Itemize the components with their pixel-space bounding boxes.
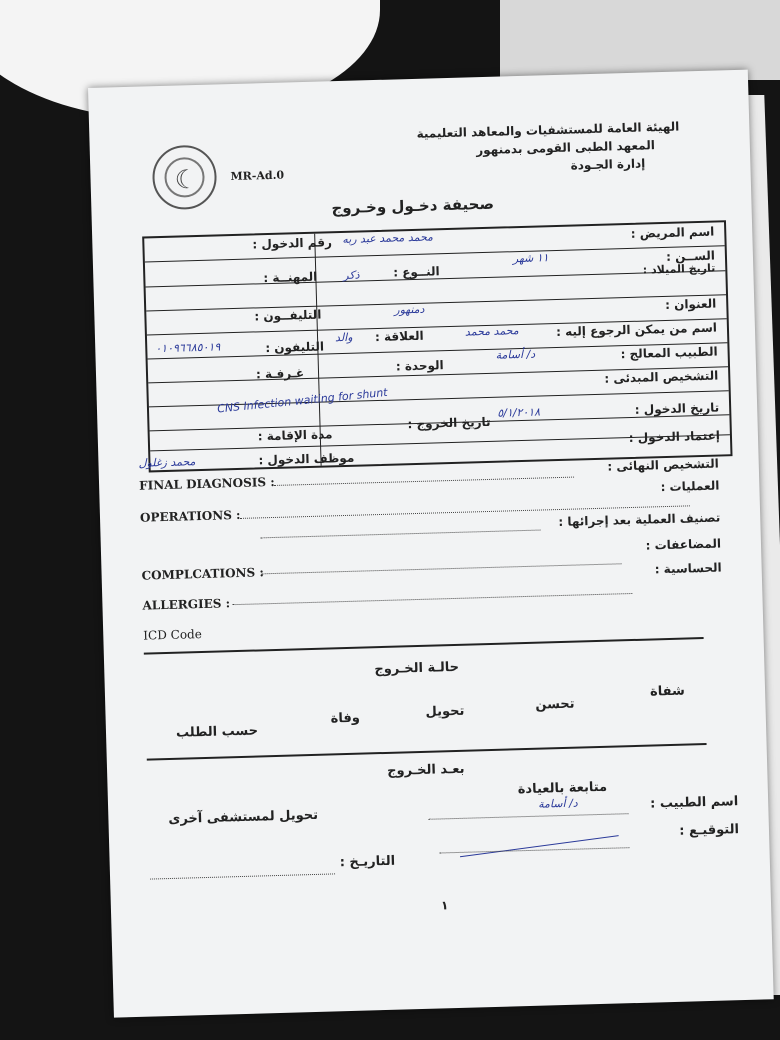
final-dx-label-en: FINAL DIAGNOSIS : — [138, 474, 275, 493]
op-class-label-ar: تصنيف العملية بعد إجرائها : — [558, 510, 721, 530]
admission-no-label: رقم الدخول : — [252, 235, 333, 252]
discharge-date-label: تاريخ الخروج : — [407, 414, 491, 432]
transfer-other-hospital: تحويل لمستشفى آخرى — [168, 807, 319, 828]
operations-label-ar: العمليات : — [660, 478, 720, 495]
background-paper-corner — [500, 0, 780, 80]
date-label: التاريـخ : — [339, 853, 396, 871]
contact-value: محمد محمد — [464, 324, 519, 339]
clerk-value: محمد زغلول — [138, 455, 196, 470]
allergies-label-ar: الحساسية : — [654, 560, 722, 577]
status-option-improved: تحسن — [535, 696, 575, 713]
signature-label: التوقيـع : — [679, 822, 740, 839]
initial-dx-value: CNS Infection waiting for shunt — [216, 385, 389, 416]
admission-date-label: تاريخ الدخول : — [634, 400, 720, 417]
discharge-status-title: حالـة الخـروج — [374, 659, 460, 678]
phone2-value: ٠١٠٩٦٦٨٥٠١٩ — [155, 340, 221, 356]
relation-label: العلاقة : — [374, 328, 424, 345]
followup-clinic: متابعة بالعيادة — [517, 779, 608, 798]
operations-label-en: OPERATIONS : — [139, 507, 241, 525]
after-discharge-title: بعـد الخـروج — [386, 761, 465, 779]
gender-label: النــوع : — [393, 264, 440, 280]
address-label: العنوان : — [664, 296, 717, 312]
signature-mark-icon — [460, 835, 619, 857]
complications-label-ar: المضاعفات : — [645, 536, 722, 553]
icd-code-label: ICD Code — [143, 627, 203, 643]
hospital-logo-icon: ☾ — [152, 144, 218, 210]
admission-date-value: ٥/١/٢٠١٨ — [497, 405, 541, 420]
form-title: صحيفة دخـول وخـروج — [331, 194, 495, 218]
admission-discharge-form — [88, 70, 774, 1018]
status-option-cured: شفاة — [649, 683, 685, 700]
phone-label: التليفــون : — [254, 307, 322, 324]
age-label: الســن : — [665, 248, 716, 264]
org-line-3: إدارة الجـودة — [570, 156, 646, 173]
form-code: MR-Ad.0 — [230, 168, 285, 184]
gender-value: ذكر — [343, 268, 360, 282]
doctor-name-value: د/ أسامة — [537, 796, 578, 811]
age-value: ١١ شهر — [512, 251, 549, 266]
complications-label-en: COMPLCATIONS : — [141, 565, 264, 583]
page-number: ١ — [440, 898, 449, 913]
approval-label: إعتماد الدخول : — [628, 428, 721, 446]
relation-value: والد — [334, 330, 353, 345]
status-option-death: وفاة — [330, 710, 361, 727]
contact-label: اسم من يمكن الرجوع إليه : — [555, 320, 718, 340]
dob-label: تاريخ الميلاد : — [642, 261, 716, 277]
doctor-name-label: اسم الطبيب : — [649, 794, 739, 812]
job-label: المهنــة : — [263, 269, 318, 286]
unit-label: الوحدة : — [395, 358, 444, 374]
room-label: غـرفـة : — [255, 366, 305, 382]
org-line-2: المعهد الطبى القومى بدمنهور — [476, 138, 656, 158]
org-line-1: الهيئة العامة للمستشفيات والمعاهد التعليمية — [416, 119, 680, 141]
address-value: دمنهور — [394, 302, 425, 317]
doctor-value: د/ أسامة — [495, 347, 536, 362]
clerk-label: موظف الدخول : — [258, 450, 355, 468]
stay-label: مدة الإقامة : — [257, 427, 333, 444]
initial-dx-label: التشخيص المبدئى : — [604, 368, 719, 386]
patient-name-value: محمد محمد عبد ربه — [342, 230, 434, 246]
status-option-transfer: تحويل — [425, 703, 465, 720]
doctor-label: الطبيب المعالج : — [620, 344, 718, 362]
phone2-label: التليفون : — [265, 339, 325, 356]
allergies-label-en: ALLERGIES : — [142, 596, 231, 613]
final-dx-label-ar: التشخيص النهائى : — [607, 456, 719, 474]
status-option-on-request: حسب الطلب — [175, 723, 259, 741]
patient-name-label: اسم المريض : — [630, 224, 715, 241]
